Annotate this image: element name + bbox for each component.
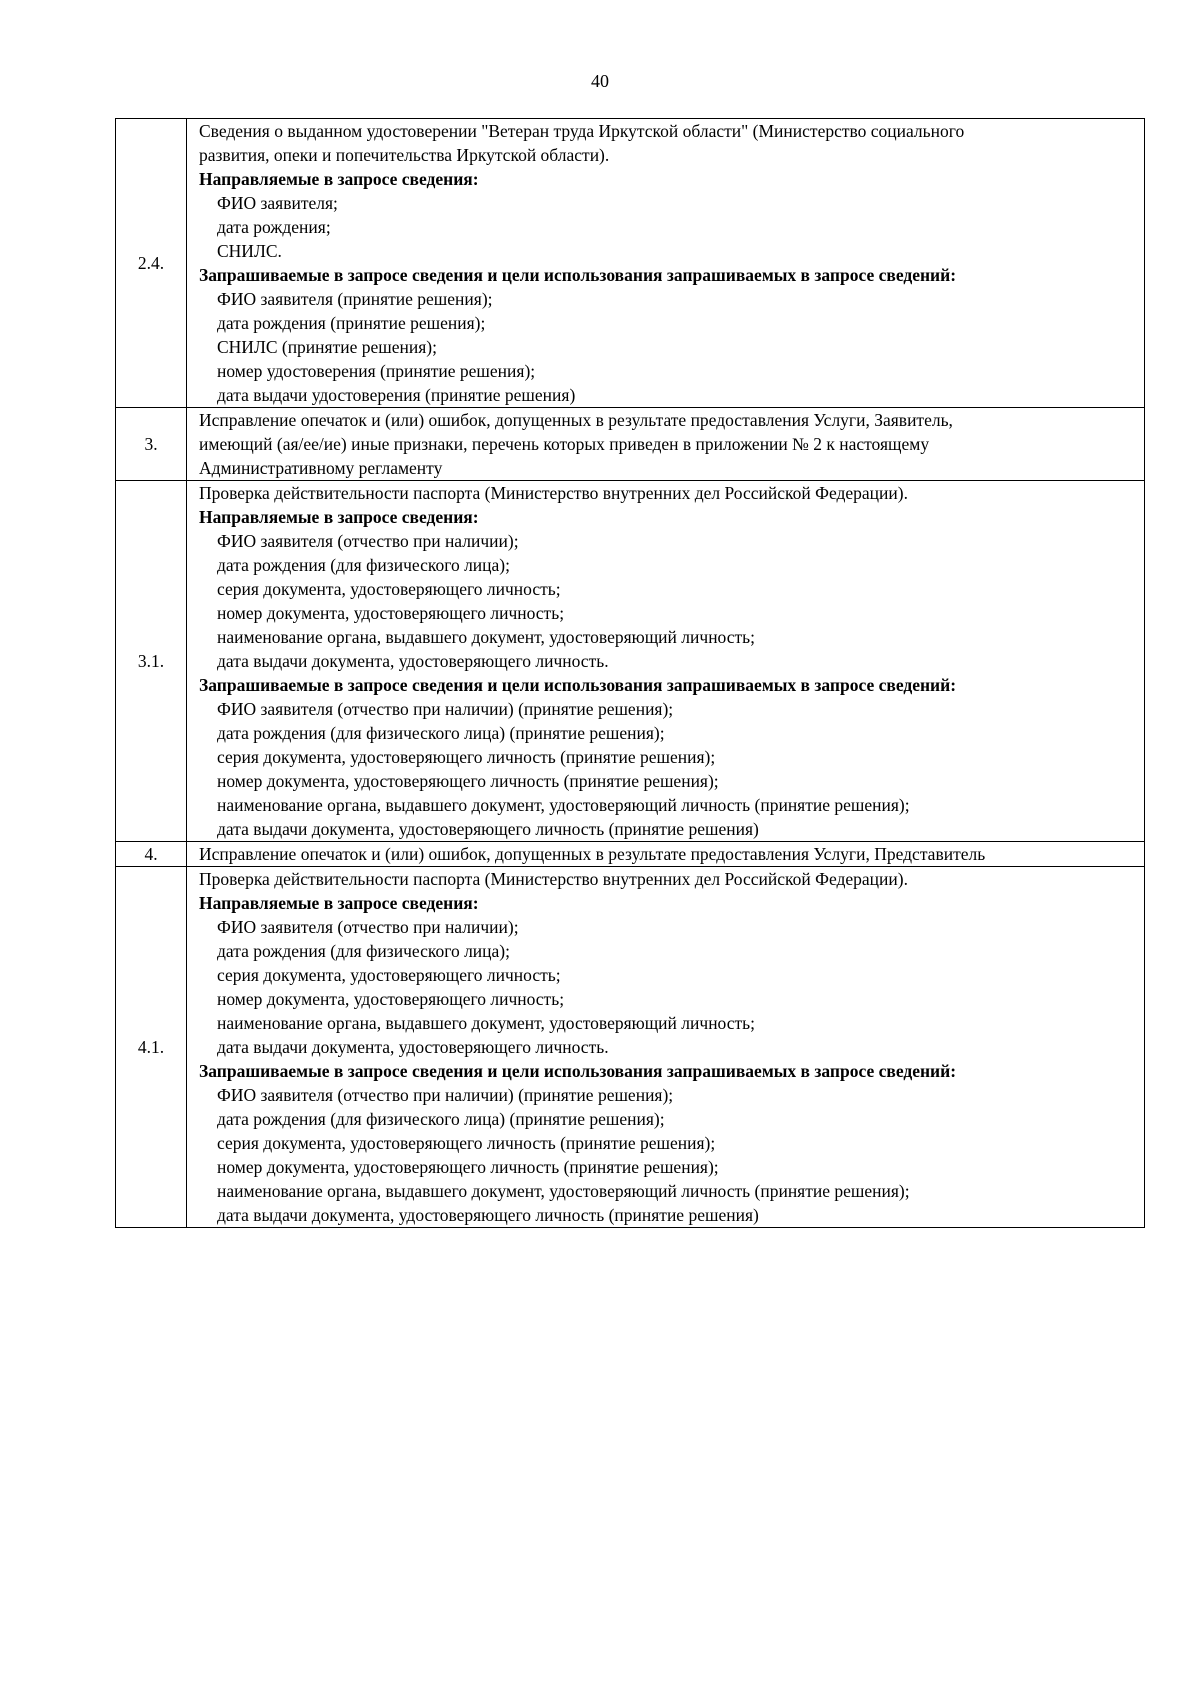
paragraph-line: имеющий (ая/ее/ие) иные признаки, перечень которых приведен в приложении № 2 к настоящему [199,434,930,454]
paragraph-line: развития, опеки и попечительства Иркутской области). [199,145,610,165]
list-item: ФИО заявителя (отчество при наличии); [217,531,519,551]
paragraph-line: Исправление опечаток и (или) ошибок, допущенных в результате предоставления Услуги, Представитель [199,844,986,864]
section-heading: Запрашиваемые в запросе сведения и цели использования запрашиваемых в запросе сведений: [199,675,957,695]
row-content [187,408,1145,481]
row-number: 2.4. [116,119,187,408]
row-content [187,867,1145,1228]
paragraph-line: Административному регламенту [199,458,443,478]
list-item: дата рождения (принятие решения); [217,313,486,333]
list-item: дата рождения (для физического лица); [217,555,510,575]
section-heading: Запрашиваемые в запросе сведения и цели использования запрашиваемых в запросе сведений: [199,265,957,285]
list-item: номер удостоверения (принятие решения); [217,361,536,381]
row-number: 3. [116,408,187,481]
list-item: СНИЛС. [217,241,282,261]
list-item: дата рождения; [217,217,331,237]
requests-table [115,118,1145,1228]
list-item: дата выдачи документа, удостоверяющего личность (принятие решения) [217,819,759,839]
list-item: номер документа, удостоверяющего личность (принятие решения); [217,771,719,791]
list-item: номер документа, удостоверяющего личность; [217,603,565,623]
row-content [187,481,1145,842]
section-heading: Направляемые в запросе сведения: [199,893,479,913]
list-item: наименование органа, выдавшего документ, удостоверяющий личность; [217,1013,755,1033]
requests-table-body [116,119,1145,1228]
row-content [187,119,1145,408]
table-row [116,867,1145,1228]
paragraph-line: Сведения о выданном удостоверении "Ветеран труда Иркутской области" (Министерство социального [199,121,965,141]
section-heading: Направляемые в запросе сведения: [199,169,479,189]
list-item: серия документа, удостоверяющего личность (принятие решения); [217,1133,716,1153]
list-item: дата рождения (для физического лица) (принятие решения); [217,1109,665,1129]
list-item: дата рождения (для физического лица) (принятие решения); [217,723,665,743]
list-item: дата выдачи документа, удостоверяющего личность (принятие решения) [217,1205,759,1225]
page-number: 40 [591,71,609,91]
table-row [116,119,1145,408]
list-item: дата рождения (для физического лица); [217,941,510,961]
row-number: 4.1. [116,867,187,1228]
list-item: наименование органа, выдавшего документ, удостоверяющий личность (принятие решения); [217,795,910,815]
row-number: 4. [116,842,187,867]
section-heading: Направляемые в запросе сведения: [199,507,479,527]
paragraph-line: Проверка действительности паспорта (Министерство внутренних дел Российской Федерации). [199,869,908,889]
table-row [116,408,1145,481]
list-item: серия документа, удостоверяющего личность; [217,965,561,985]
list-item: наименование органа, выдавшего документ, удостоверяющий личность; [217,627,755,647]
table-row [116,481,1145,842]
list-item: ФИО заявителя (отчество при наличии) (принятие решения); [217,699,674,719]
list-item: серия документа, удостоверяющего личность; [217,579,561,599]
list-item: ФИО заявителя (отчество при наличии); [217,917,519,937]
list-item: ФИО заявителя (принятие решения); [217,289,493,309]
list-item: наименование органа, выдавшего документ, удостоверяющий личность (принятие решения); [217,1181,910,1201]
row-content [187,842,1145,867]
row-number: 3.1. [116,481,187,842]
list-item: ФИО заявителя; [217,193,338,213]
paragraph-line: Проверка действительности паспорта (Министерство внутренних дел Российской Федерации). [199,483,908,503]
list-item: дата выдачи документа, удостоверяющего личность. [217,651,609,671]
section-heading: Запрашиваемые в запросе сведения и цели использования запрашиваемых в запросе сведений: [199,1061,957,1081]
list-item: ФИО заявителя (отчество при наличии) (принятие решения); [217,1085,674,1105]
table-row [116,842,1145,867]
list-item: СНИЛС (принятие решения); [217,337,437,357]
paragraph-line: Исправление опечаток и (или) ошибок, допущенных в результате предоставления Услуги, Заявитель, [199,410,953,430]
list-item: номер документа, удостоверяющего личность; [217,989,565,1009]
list-item: дата выдачи документа, удостоверяющего личность. [217,1037,609,1057]
list-item: серия документа, удостоверяющего личность (принятие решения); [217,747,716,767]
list-item: номер документа, удостоверяющего личность (принятие решения); [217,1157,719,1177]
list-item: дата выдачи удостоверения (принятие решения) [217,385,576,405]
